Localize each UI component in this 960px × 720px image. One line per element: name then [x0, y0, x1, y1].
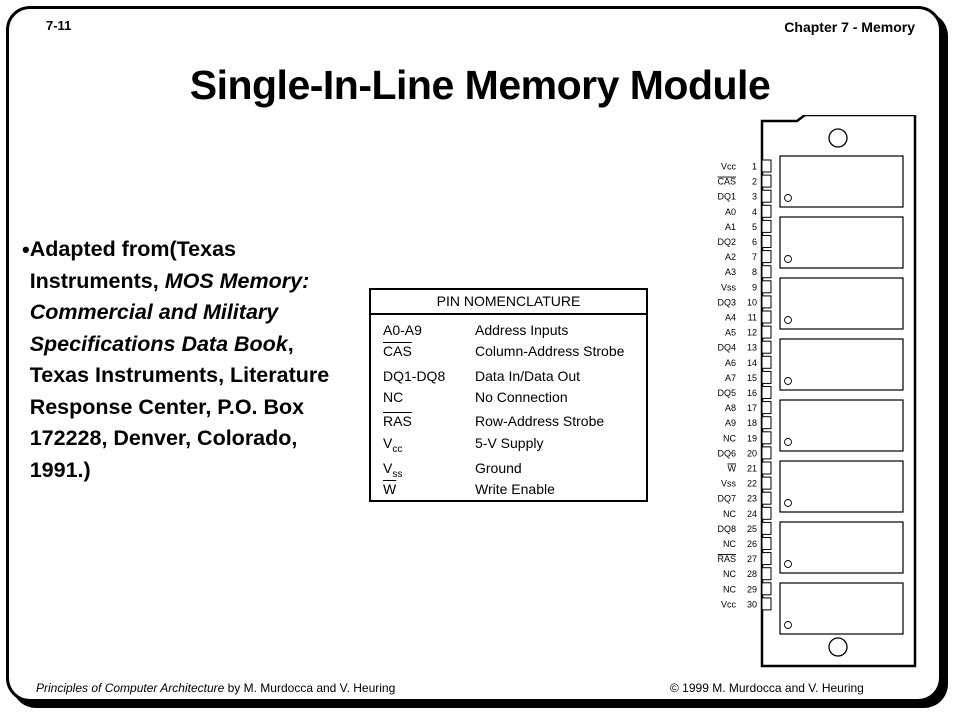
- pin-number: 20: [746, 448, 757, 459]
- pin-number: 13: [746, 342, 757, 353]
- pin-signal: [383, 435, 473, 455]
- memory-chip: [780, 217, 903, 268]
- pin-number: 5: [751, 221, 757, 232]
- pin-number: 29: [746, 584, 757, 595]
- pin-label: DQ1: [717, 191, 736, 202]
- pin-signal-subscript: ss: [392, 468, 403, 480]
- pin-contact: [762, 341, 771, 353]
- bullet-book-title: MOS Memory: Commercial and Military Specifications Data Book: [29, 268, 310, 356]
- pin-label: A5: [724, 327, 736, 338]
- pin-signal: $\overline{CAS}$: [383, 343, 412, 359]
- pin-contact: [762, 477, 771, 489]
- memory-chip: [780, 156, 903, 207]
- pin-signal: [383, 460, 473, 480]
- pin-nomenclature-table: [369, 288, 648, 502]
- pin-contact: [762, 311, 771, 323]
- pin-signal: DQ1-DQ8: [383, 368, 446, 384]
- pin-contact: [762, 432, 771, 444]
- pin-number: 6: [751, 237, 757, 247]
- pin-description: No Connection: [475, 389, 568, 405]
- pin-label: CAS: [717, 176, 736, 187]
- pin-label: A2: [724, 252, 736, 263]
- pin-description: Data In/Data Out: [475, 368, 581, 384]
- footer-book-title: Principles of Computer Architecture: [36, 681, 225, 695]
- pin-contact: [762, 356, 771, 368]
- pin-label: A8: [724, 403, 736, 414]
- pin-number: 17: [746, 403, 757, 414]
- pin-contact: [762, 492, 771, 504]
- pin-contact: [762, 326, 771, 338]
- pin-contact: [762, 281, 771, 293]
- pin-contact: [762, 447, 771, 459]
- pin-contact: [762, 371, 771, 383]
- pin-number: 2: [751, 176, 757, 187]
- pin-number: 18: [746, 418, 757, 429]
- pin-signal-base: V: [383, 435, 393, 451]
- pin-contact: [762, 568, 771, 580]
- pin-number: 27: [746, 554, 757, 565]
- pin-label: Vcc: [720, 599, 736, 610]
- pin-signal-base: V: [383, 460, 393, 476]
- pin-number: 15: [746, 372, 757, 383]
- pin-number: 12: [746, 327, 757, 338]
- pin-label: RAS: [717, 554, 736, 565]
- pin-contact: [762, 266, 771, 278]
- pin-contact: [762, 522, 771, 534]
- pin-number: 21: [746, 463, 757, 474]
- memory-chip: [780, 522, 903, 573]
- pin-label: DQ2: [717, 237, 736, 247]
- pin-signal: $\overline{W}$: [383, 481, 397, 497]
- pin-description: Column-Address Strobe: [475, 343, 625, 359]
- pin-number: 1: [751, 161, 757, 172]
- pin-label: NC: [723, 584, 736, 595]
- pin-number: 10: [746, 297, 757, 308]
- pin-signal: NC: [383, 389, 404, 405]
- memory-chip: [780, 400, 903, 451]
- pin-number: 16: [746, 388, 757, 398]
- pin-label: Vss: [720, 282, 736, 293]
- memory-chip: [780, 583, 903, 634]
- pin-contact: [762, 583, 771, 595]
- pin-number: 24: [746, 508, 757, 519]
- pin-label: DQ6: [717, 448, 736, 459]
- pin-label: NC: [723, 508, 736, 519]
- bullet-text: [30, 234, 352, 486]
- pin-signal: A0-A9: [383, 322, 422, 338]
- pin-number: 30: [746, 599, 757, 610]
- pin-contact: [762, 402, 771, 414]
- pin-label: A6: [724, 357, 736, 368]
- pin-number: 19: [746, 433, 757, 444]
- pin-contact: [762, 220, 771, 232]
- pin-description: Ground: [475, 460, 522, 476]
- pin-label: DQ8: [717, 523, 736, 534]
- pin-contact: [762, 296, 771, 308]
- pin-contact: [762, 190, 771, 202]
- pin-contact: [762, 538, 771, 550]
- pin-contact: [762, 462, 771, 474]
- pin-contact: [762, 251, 771, 263]
- pin-number: 22: [746, 478, 757, 489]
- pin-contact: [762, 507, 771, 519]
- pin-contact: [762, 236, 771, 248]
- pin-description: Row-Address Strobe: [475, 413, 605, 429]
- pin-description: 5-V Supply: [475, 435, 544, 451]
- pin-label: DQ4: [717, 342, 736, 353]
- pin-label: Vss: [720, 478, 736, 489]
- pin-number: 8: [751, 267, 757, 278]
- memory-chip: [780, 461, 903, 512]
- chapter-label: Chapter 7 - Memory: [784, 19, 915, 35]
- pin-contact: [762, 387, 771, 399]
- pin-label: A1: [724, 221, 736, 232]
- bullet-item: [22, 234, 352, 486]
- bullet-marker: •: [22, 237, 30, 262]
- pin-number: 25: [746, 523, 757, 534]
- pin-contact: [762, 160, 771, 172]
- pin-number: 3: [751, 191, 757, 202]
- pin-signal-subscript: cc: [392, 443, 403, 455]
- pin-label: NC: [723, 569, 736, 580]
- pin-number: 23: [746, 493, 757, 504]
- pin-label: NC: [723, 433, 736, 444]
- pin-label: A3: [724, 267, 736, 278]
- pin-label: W: [727, 463, 736, 474]
- pin-number: 9: [751, 282, 757, 293]
- simm-module-diagram: [700, 115, 925, 675]
- pin-description: Write Enable: [475, 481, 555, 497]
- pin-number: 4: [751, 206, 757, 217]
- pin-label: NC: [723, 539, 736, 549]
- pin-signal: $\overline{RAS}$: [383, 413, 412, 429]
- footer-copyright: © 1999 M. Murdocca and V. Heuring: [670, 681, 864, 695]
- pin-contact: [762, 598, 771, 610]
- footer-book-credit: [36, 681, 395, 695]
- bullet-text-part3: , Texas Instruments, Literature Response Center, P.O. Box 172228, Denver, Colorado, 1991.): [29, 331, 330, 482]
- pin-description: Address Inputs: [475, 322, 569, 338]
- slide-title: Single-In-Line Memory Module: [189, 62, 771, 108]
- pin-label: A9: [724, 418, 736, 429]
- pin-label: DQ7: [717, 493, 736, 504]
- pin-label: A0: [724, 206, 736, 217]
- pin-number: 14: [746, 357, 757, 368]
- pin-contact: [762, 205, 771, 217]
- pin-nomenclature-heading: PIN NOMENCLATURE: [371, 290, 646, 315]
- pin-contact: [762, 175, 771, 187]
- pin-contact: [762, 553, 771, 565]
- memory-chip: [780, 278, 903, 329]
- memory-chip: [780, 339, 903, 390]
- pin-number: 11: [747, 312, 757, 323]
- pin-label: DQ3: [717, 297, 736, 308]
- pin-number: 7: [751, 252, 757, 263]
- footer-byline: by M. Murdocca and V. Heuring: [224, 681, 396, 695]
- pin-number: 26: [746, 539, 757, 549]
- pin-label: Vcc: [720, 161, 736, 172]
- pin-label: DQ5: [717, 388, 736, 398]
- pin-label: A7: [724, 372, 736, 383]
- pin-label: A4: [724, 312, 736, 323]
- bullet-text-part1: Adapted from(Texas Instruments,: [29, 237, 236, 293]
- pin-number: 28: [746, 569, 757, 580]
- pin-contact: [762, 417, 771, 429]
- slide-number: 7-11: [46, 18, 72, 33]
